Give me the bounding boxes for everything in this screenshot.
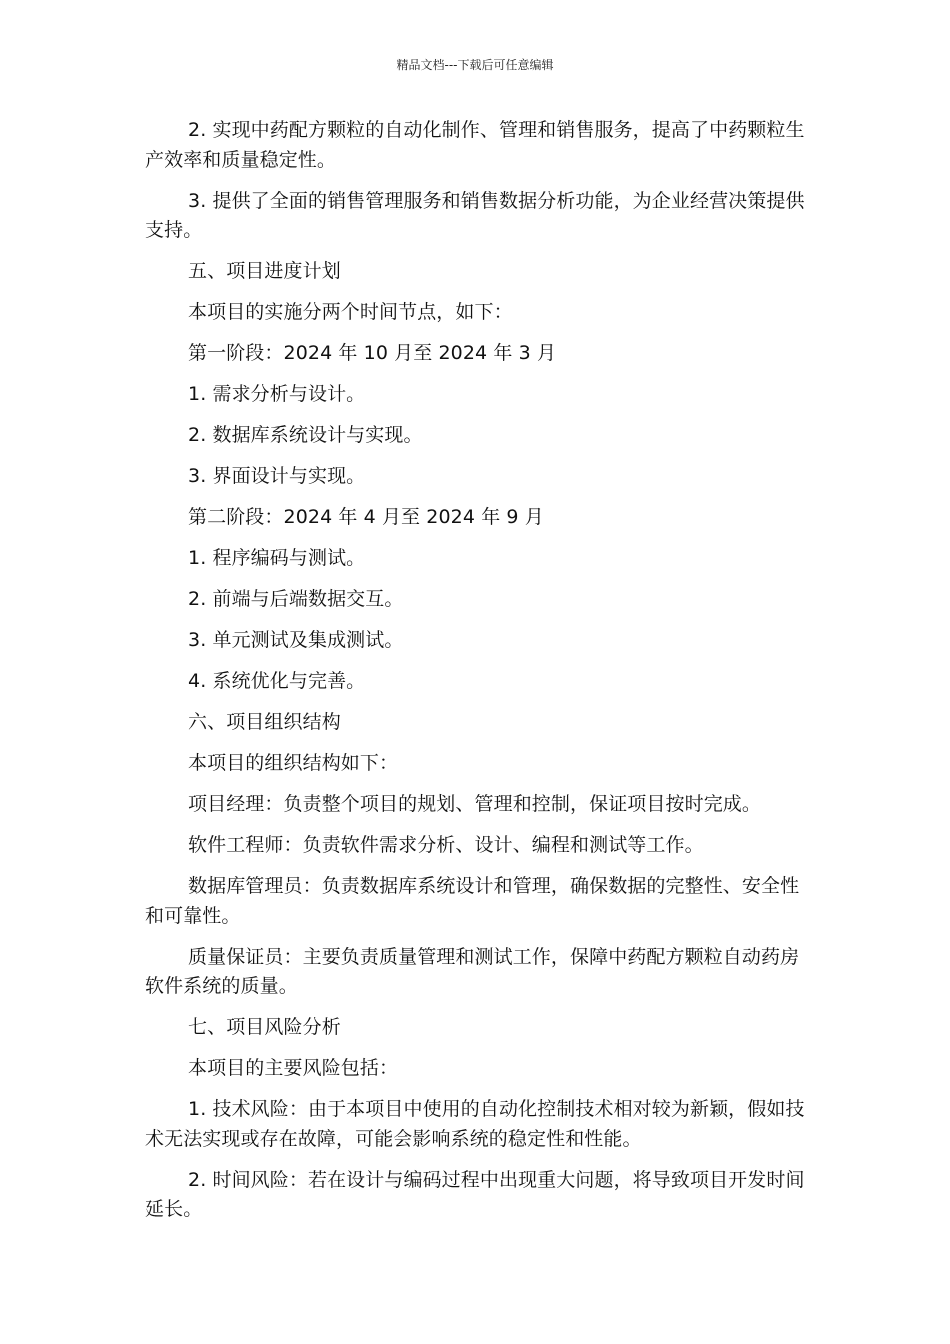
role-item: 项目经理：负责整个项目的规划、管理和控制，保证项目按时完成。 <box>188 793 762 815</box>
paragraph: 本项目的主要风险包括： <box>188 1057 399 1079</box>
list-item: 1. 需求分析与设计。 <box>188 383 366 405</box>
paragraph: 本项目的组织结构如下： <box>188 752 399 774</box>
risk-item: 1. 技术风险：由于本项目中使用的自动化控制技术相对较为新颖，假如技术无法实现或存在故障，可能会影响系统的稳定性和性能。 <box>145 1098 805 1150</box>
list-item: 4. 系统优化与完善。 <box>188 670 366 692</box>
section-heading: 六、项目组织结构 <box>188 711 341 733</box>
list-item: 2. 前端与后端数据交互。 <box>188 588 404 610</box>
section-heading: 七、项目风险分析 <box>188 1016 341 1038</box>
paragraph: 3. 提供了全面的销售管理服务和销售数据分析功能，为企业经营决策提供支持。 <box>145 189 805 241</box>
paragraph: 2. 实现中药配方颗粒的自动化制作、管理和销售服务，提高了中药颗粒生产效率和质量稳定性。 <box>145 119 805 171</box>
list-item: 1. 程序编码与测试。 <box>188 547 366 569</box>
paragraph: 本项目的实施分两个时间节点，如下： <box>188 301 513 323</box>
phase-heading: 第一阶段：2024 年 10 月至 2024 年 3 月 <box>188 342 557 364</box>
risk-item: 2. 时间风险：若在设计与编码过程中出现重大问题，将导致项目开发时间延长。 <box>145 1168 805 1220</box>
list-item: 3. 单元测试及集成测试。 <box>188 629 404 651</box>
role-item: 质量保证员：主要负责质量管理和测试工作，保障中药配方颗粒自动药房软件系统的质量。 <box>145 945 800 997</box>
page-header: 精品文档---下载后可任意编辑 <box>396 58 554 72</box>
role-item: 数据库管理员：负责数据库系统设计和管理，确保数据的完整性、安全性和可靠性。 <box>145 875 800 927</box>
phase-heading: 第二阶段：2024 年 4 月至 2024 年 9 月 <box>188 506 544 528</box>
list-item: 2. 数据库系统设计与实现。 <box>188 424 423 446</box>
document-body <box>145 116 805 1236</box>
role-item: 软件工程师：负责软件需求分析、设计、编程和测试等工作。 <box>188 834 704 856</box>
list-item: 3. 界面设计与实现。 <box>188 465 366 487</box>
section-heading: 五、项目进度计划 <box>188 260 341 282</box>
